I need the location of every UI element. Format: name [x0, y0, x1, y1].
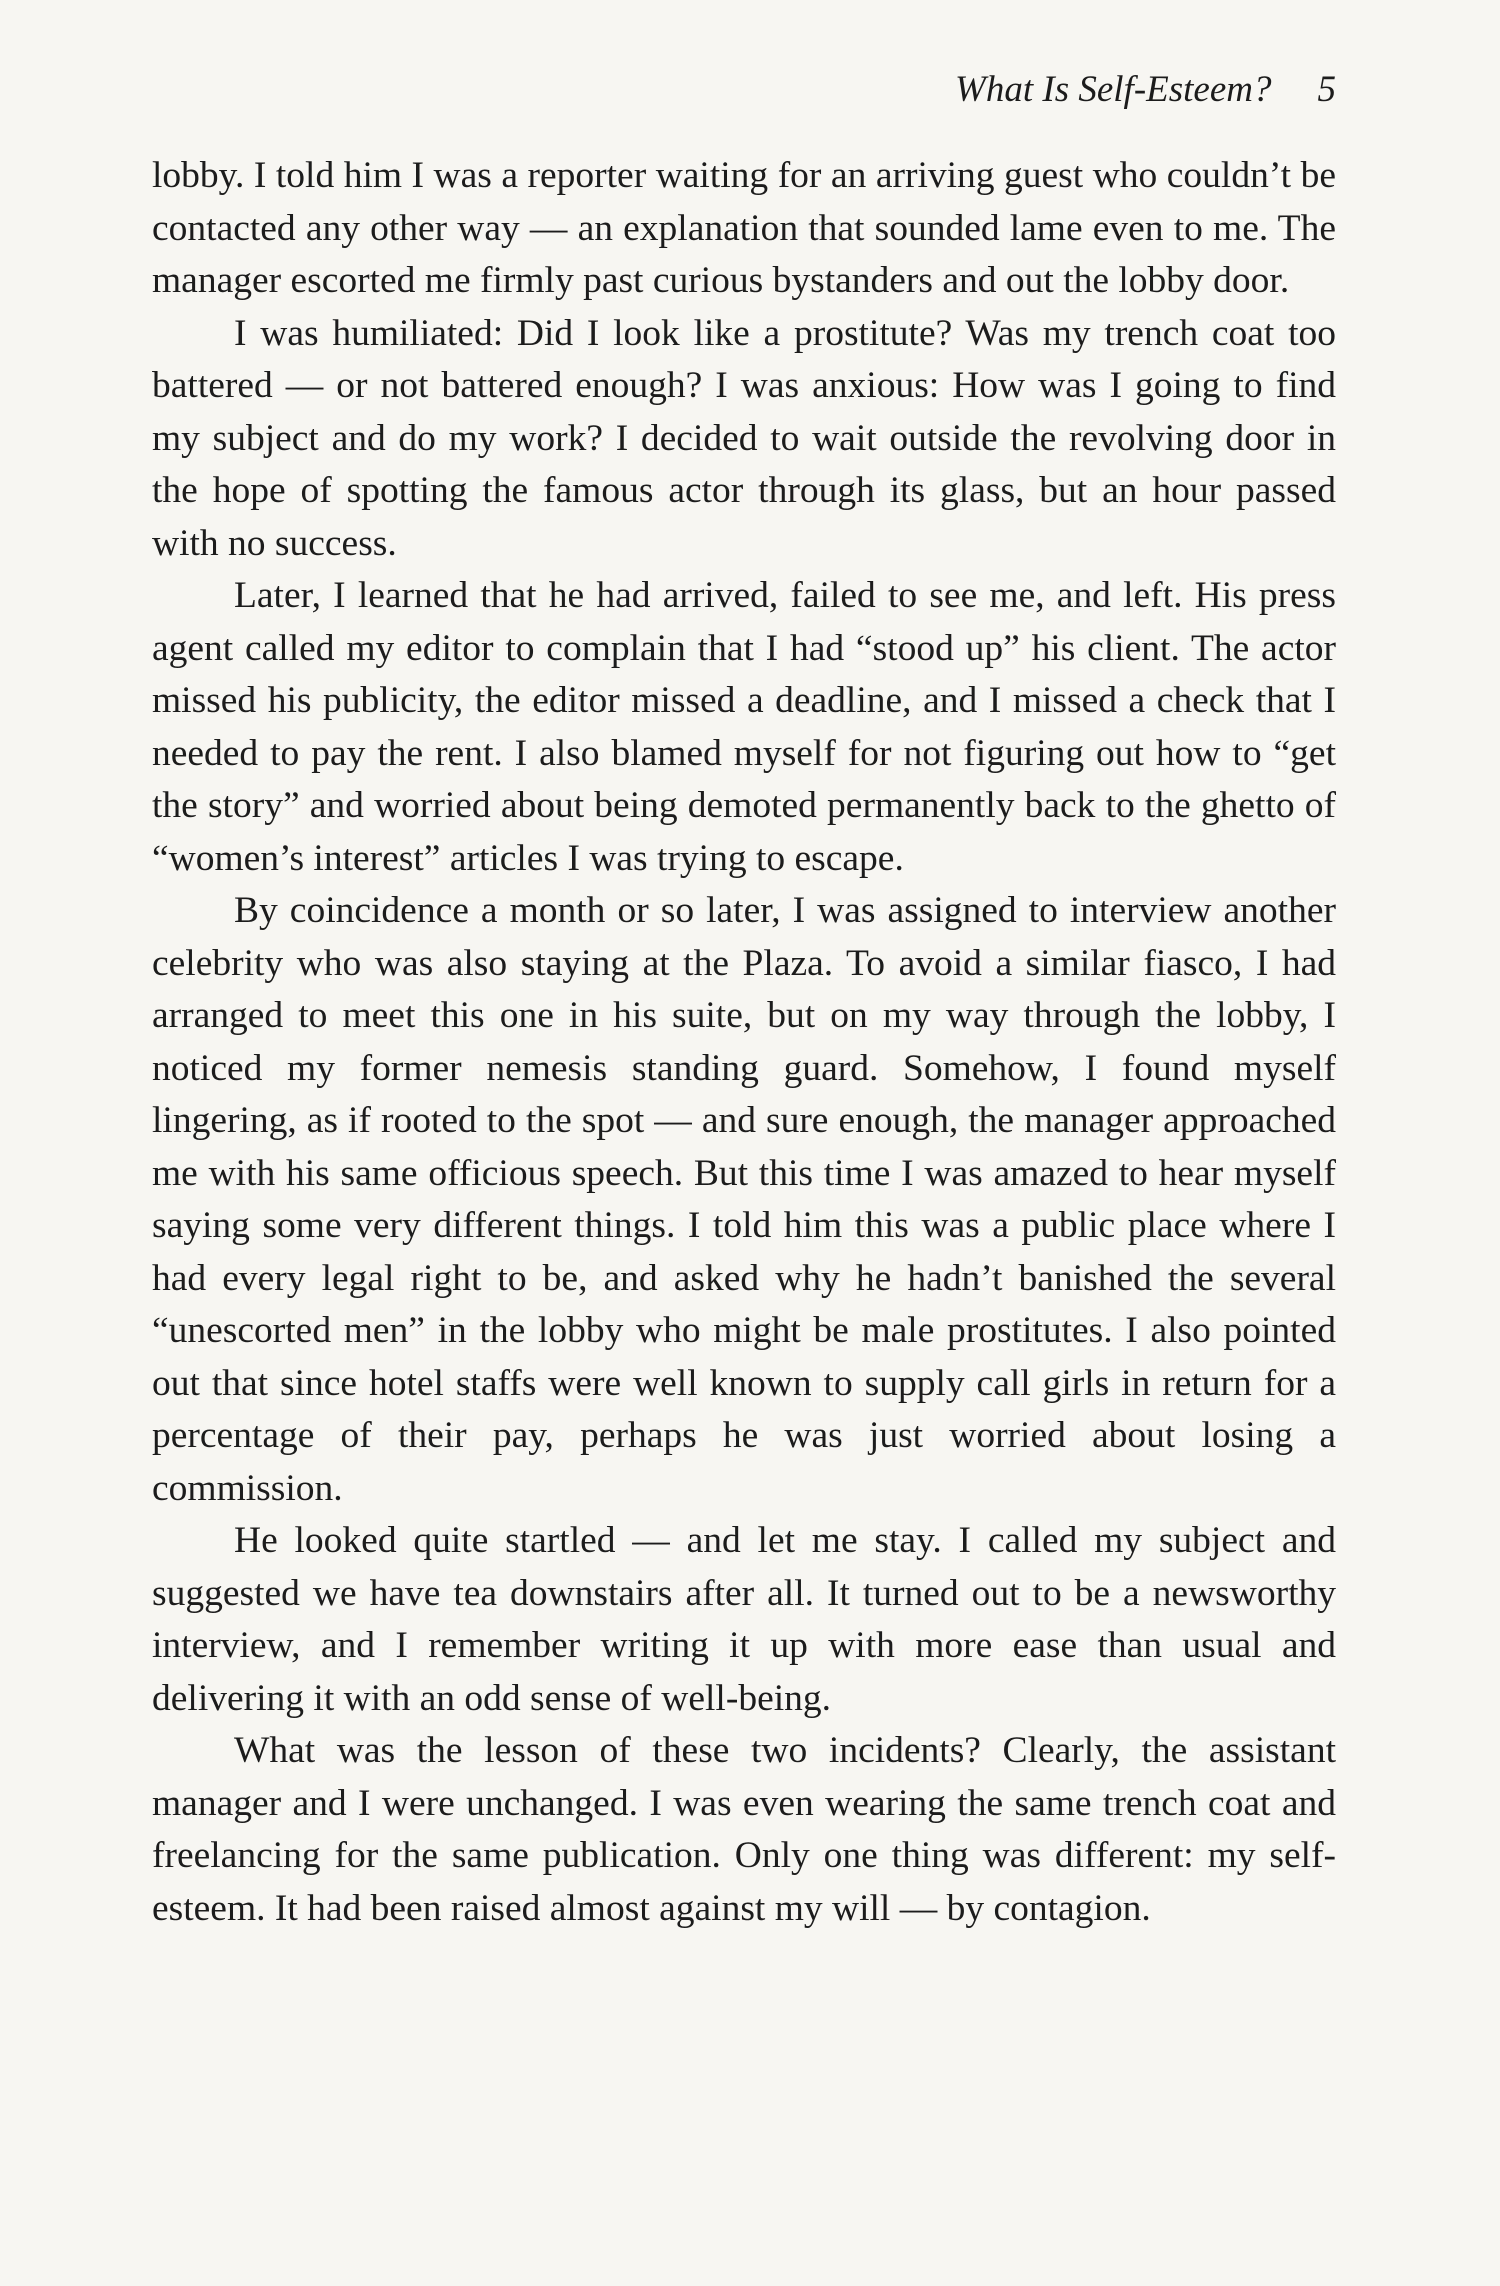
paragraph-6: What was the lesson of these two incidents? Clearly, the assistant manager and I were unchanged. I was even wearing the same trench coat and freelancing for the same publication. Only one thing was different: my self-esteem. It had been raised almost against my will — by contagion. — [152, 1730, 1336, 1929]
paragraph-3: Later, I learned that he had arrived, failed to see me, and left. His press agent called my editor to complain that I had “stood up” his client. The actor missed his publicity, the editor missed a deadline, and I missed a check that I needed to pay the rent. I also blamed myself for not figuring out how to “get the story” and worried about being demoted permanently back to the ghetto of “women’s interest” articles I was trying to escape. — [152, 575, 1336, 879]
paragraph-4: By coincidence a month or so later, I was assigned to interview another celebrity who was also staying at the Plaza. To avoid a similar fiasco, I had arranged to meet this one in his suite, but on my way through the lobby, I noticed my former nemesis standing guard. Somehow, I found myself lingering, as if rooted to the spot — and sure enough, the manager approached me with his same officious speech. But this time I was amazed to hear myself saying some very different things. I told him this was a public place where I had every legal right to be, and asked why he hadn’t banished the several “unescorted men” in the lobby who might be male prostitutes. I also pointed out that since hotel staffs were well known to supply call girls in return for a percentage of their pay, perhaps he was just worried about losing a commission. — [152, 890, 1336, 1509]
paragraph-5: He looked quite startled — and let me stay. I called my subject and suggested we have tea downstairs after all. It turned out to be a newsworthy interview, and I remember writing it up with more ease than usual and delivering it with an odd sense of well-being. — [152, 1520, 1336, 1719]
running-title: What Is Self-Esteem? — [955, 69, 1272, 110]
page-number: 5 — [1317, 69, 1336, 110]
body-text — [152, 150, 1336, 1935]
paragraph-2: I was humiliated: Did I look like a prostitute? Was my trench coat too battered — or not battered enough? I was anxious: How was I going to find my subject and do my work? I decided to wait outside the revolving door in the hope of spotting the famous actor through its glass, but an hour passed with no success. — [152, 312, 1336, 564]
paragraph-1: lobby. I told him I was a reporter waiting for an arriving guest who couldn’t be contacted any other way — an explanation that sounded lame even to me. The manager escorted me firmly past curious bystanders and out the lobby door. — [152, 155, 1336, 301]
running-header — [152, 66, 1336, 114]
